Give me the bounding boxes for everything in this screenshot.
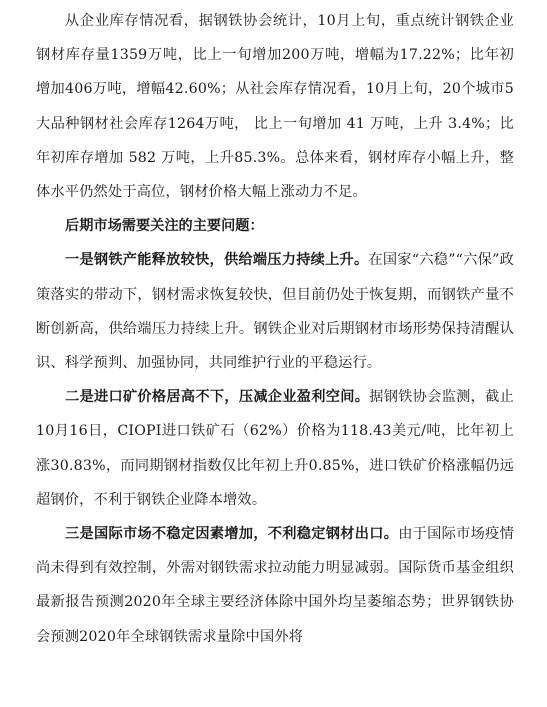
- section-heading: 后期市场需要关注的主要问题：: [65, 218, 264, 235]
- issue-2-lead: 二是进口矿价格居高不下，压减企业盈利空间。: [65, 389, 370, 406]
- issue-1-lead: 一是钢铁产能释放较快，供给端压力持续上升。: [65, 252, 369, 269]
- inventory-paragraph: 从企业库存情况看，据钢铁协会统计，10月上旬，重点统计钢铁企业钢材库存量1359万吨，比上一旬增加200万吨，增幅为17.22%；比年初增加406万吨，增幅42.60%；从社会库存情况看，10月上旬，20个城市5大品种钢材社会库存1264万吨， 比上一旬增加 41 万吨，上升 3.4%；比年初库存增加 582 万吨，上升85.3%。总体来看，钢材库存小幅上升，整体水平仍然处于高位，钢材价格大幅上涨动力不足。: [36, 13, 514, 201]
- document-page: [36, 4, 514, 654]
- issue-3-paragraph: [36, 517, 514, 654]
- issue-3-body: 由于国际市场疫情尚未得到有效控制，外需对钢铁需求拉动能力明显减弱。国际货币基金组织最新报告预测2020年全球主要经济体除中国外均呈萎缩态势；世界钢铁协会预测2020年全球钢铁需求量除中国外将: [36, 526, 514, 645]
- issue-1-body: 在国家“六稳”“六保”政策落实的带动下，钢材需求恢复较快，但目前仍处于恢复期，而钢铁产量不断创新高，供给端压力持续上升。钢铁企业对后期钢材市场形势保持清醒认识、科学预判、加强协同，共同维护行业的平稳运行。: [36, 252, 514, 372]
- issue-2-body: 据钢铁协会监测，截止10月16日，CIOPI进口铁矿石（62%）价格为118.43美元/吨，比年初上涨30.83%，而同期钢材指数仅比年初上升0.85%，进口铁矿价格涨幅仍远超钢价，不利于钢铁企业降本增效。: [36, 389, 514, 508]
- issue-3-lead: 三是国际市场不稳定因素增加，不利稳定钢材出口。: [65, 526, 399, 543]
- issue-2-paragraph: [36, 380, 514, 517]
- issue-1-paragraph: [36, 243, 514, 380]
